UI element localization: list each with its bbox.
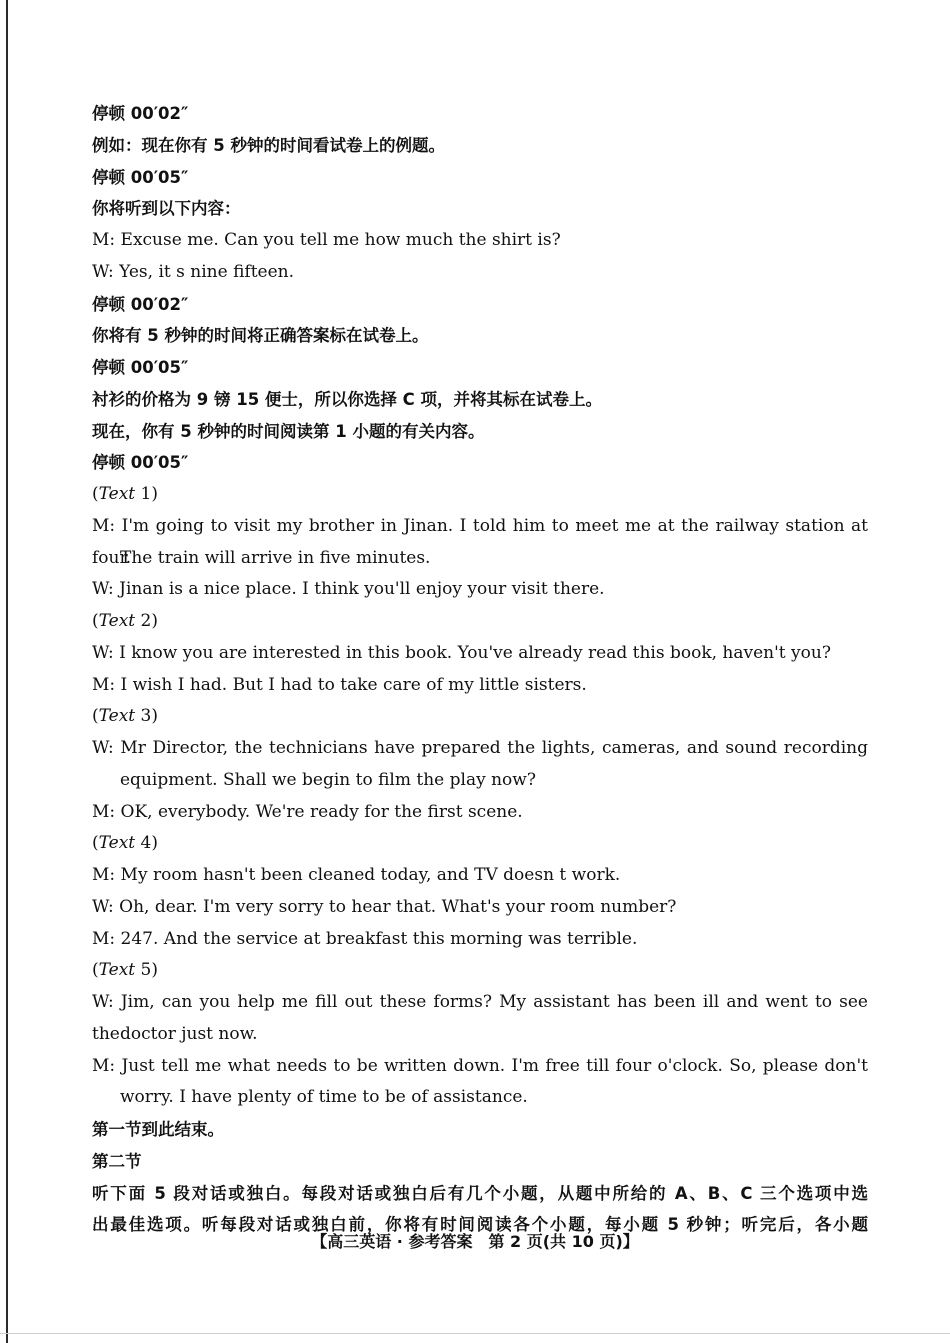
dialogue-line-continued: worry. I have plenty of time to be of assistance. — [120, 1087, 528, 1108]
text-label-number: 5 — [140, 960, 152, 981]
dialogue-line: M: I'm going to visit my brother in Jinan. I told him to meet me at the railway station at four. — [92, 515, 868, 568]
example-explanation: 衬衫的价格为 9 镑 15 便士，所以你选择 C 项，并将其标在试卷上。 — [92, 389, 603, 409]
dialogue-line-continued: doctor just now. — [120, 1023, 258, 1044]
listen-instruction: 你将听到以下内容： — [92, 199, 241, 219]
dialogue-line-continued: equipment. Shall we begin to film the play now? — [120, 769, 536, 790]
left-border-rule — [6, 0, 8, 1343]
pause-line: 停顿 00′05″ — [92, 453, 189, 473]
dialogue-line: W: Oh, dear. I'm very sorry to hear that. What's your room number? — [92, 896, 677, 917]
dialogue-line: W: Jinan is a nice place. I think you'll enjoy your visit there. — [92, 579, 605, 600]
dialogue-line: M: I wish I had. But I had to take care of my little sisters. — [92, 674, 587, 695]
pause-line: 停顿 00′02″ — [92, 104, 189, 123]
text-5-label: (Text 5) — [92, 960, 159, 981]
text-1-label: (Text 1) — [92, 484, 159, 504]
text-2-label: (Text 2) — [92, 611, 159, 631]
dialogue-line: M: OK, everybody. We're ready for the first scene. — [92, 801, 523, 822]
dialogue-line: W: Jim, can you help me fill out these forms? My assistant has been ill and went to see the — [92, 992, 868, 1044]
dialogue-line: M: 247. And the service at breakfast this morning was terrible. — [92, 928, 638, 949]
dialogue-line: W: I know you are interested in this book. You've already read this book, haven't you? — [92, 642, 831, 663]
section-heading: 第二节 — [92, 1151, 142, 1171]
pause-line: 停顿 00′05″ — [92, 167, 189, 187]
page-footer: 【高三英语 · 参考答案 第 2 页(共 10 页)】 — [311, 1232, 639, 1251]
dialogue-line: M: Just tell me what needs to be written down. I'm free till four o'clock. So, please don't — [92, 1055, 868, 1076]
text-3-label: (Text 3) — [92, 706, 159, 727]
reading-instruction: 现在，你有 5 秒钟的时间阅读第 1 小题的有关内容。 — [92, 421, 485, 441]
dialogue-line: W: Yes, it s nine fifteen. — [92, 261, 294, 282]
pause-line: 停顿 00′02″ — [92, 294, 189, 314]
text-label-number: 1 — [140, 484, 152, 504]
text-label-word: Text — [98, 833, 136, 854]
dialogue-line: M: Excuse me. Can you tell me how much the shirt is? — [92, 230, 561, 250]
bottom-rule — [0, 1333, 950, 1334]
section-instruction: 出最佳选项。听每段对话或独白前，你将有时间阅读各个小题，每小题 5 秒钟；听完后，各小题 — [92, 1215, 868, 1235]
text-label-number: 2 — [140, 611, 152, 631]
text-label-number: 4 — [140, 833, 152, 854]
dialogue-line: M: My room hasn't been cleaned today, and TV doesn t work. — [92, 865, 621, 885]
example-instruction: 例如：现在你有 5 秒钟的时间看试卷上的例题。 — [92, 135, 445, 155]
text-label-word: Text — [98, 706, 136, 727]
answer-instruction: 你将有 5 秒钟的时间将正确答案标在试卷上。 — [92, 326, 429, 346]
section-end-note: 第一节到此结束。 — [92, 1120, 224, 1139]
text-label-number: 3 — [140, 706, 152, 727]
pause-line: 停顿 00′05″ — [92, 358, 189, 377]
text-4-label: (Text 4) — [92, 833, 159, 854]
text-label-word: Text — [98, 611, 136, 631]
dialogue-line: W: Mr Director, the technicians have prepared the lights, cameras, and sound recording — [92, 738, 868, 758]
dialogue-line-continued: The train will arrive in five minutes. — [120, 547, 431, 568]
text-label-word: Text — [98, 484, 136, 504]
document-body — [92, 98, 868, 1241]
text-label-word: Text — [98, 960, 136, 981]
section-instruction: 听下面 5 段对话或独白。每段对话或独白后有几个小题，从题中所给的 A、B、C 三个选项中选 — [92, 1183, 868, 1203]
